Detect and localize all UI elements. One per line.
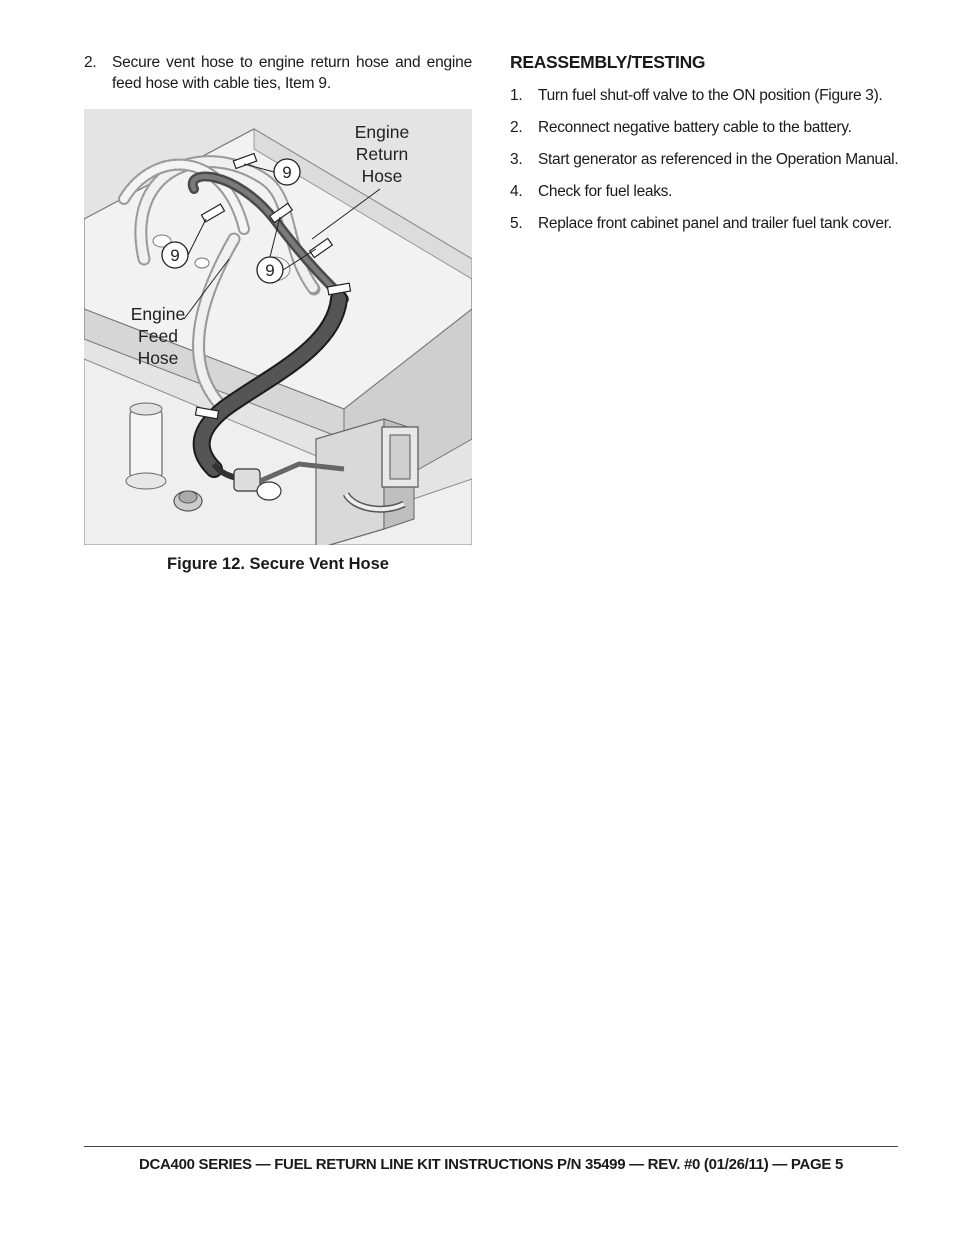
instruction-step	[84, 52, 472, 94]
item-text: Start generator as referenced in the Operation Manual.	[538, 151, 899, 168]
list-item	[510, 117, 910, 138]
figure-secure-vent-hose	[84, 109, 472, 545]
figure-caption: Figure 12. Secure Vent Hose	[167, 555, 389, 573]
label-line: Return	[355, 144, 409, 164]
label-line: Hose	[137, 348, 179, 368]
item-number: 4.	[510, 183, 523, 200]
item-text: Turn fuel shut-off valve to the ON position (Figure 3).	[538, 87, 883, 104]
label-line: Feed	[138, 326, 178, 346]
step-number: 2.	[84, 54, 97, 71]
item-number: 3.	[510, 151, 523, 168]
engine-return-hose-label	[342, 121, 422, 187]
list-item	[510, 213, 910, 234]
page-footer: DCA400 SERIES — FUEL RETURN LINE KIT INSTRUCTIONS P/N 35499 — REV. #0 (01/26/11) — PAGE 5	[138, 1156, 844, 1173]
item-text: Replace front cabinet panel and trailer fuel tank cover.	[538, 215, 892, 232]
label-line: Engine	[354, 122, 410, 142]
label-line: Engine	[130, 304, 186, 324]
list-item	[510, 181, 910, 202]
left-column	[84, 52, 472, 94]
item-text: Reconnect negative battery cable to the battery.	[538, 119, 852, 136]
list-item	[510, 85, 910, 106]
label-line: Hose	[361, 166, 403, 186]
callout-number: 9	[282, 163, 292, 182]
reassembly-section	[510, 52, 910, 245]
footer-divider	[84, 1146, 898, 1147]
item-number: 1.	[510, 87, 523, 104]
callout-number: 9	[170, 246, 180, 265]
item-number: 2.	[510, 119, 523, 136]
item-text: Check for fuel leaks.	[538, 183, 673, 200]
item-number: 5.	[510, 215, 523, 232]
section-title: REASSEMBLY/TESTING	[510, 52, 706, 72]
engine-feed-hose-label	[118, 303, 198, 369]
list-item	[510, 149, 910, 170]
step-text: Secure vent hose to engine return hose and engine feed hose with cable ties, Item 9.	[112, 54, 472, 92]
callout-number: 9	[265, 261, 275, 280]
